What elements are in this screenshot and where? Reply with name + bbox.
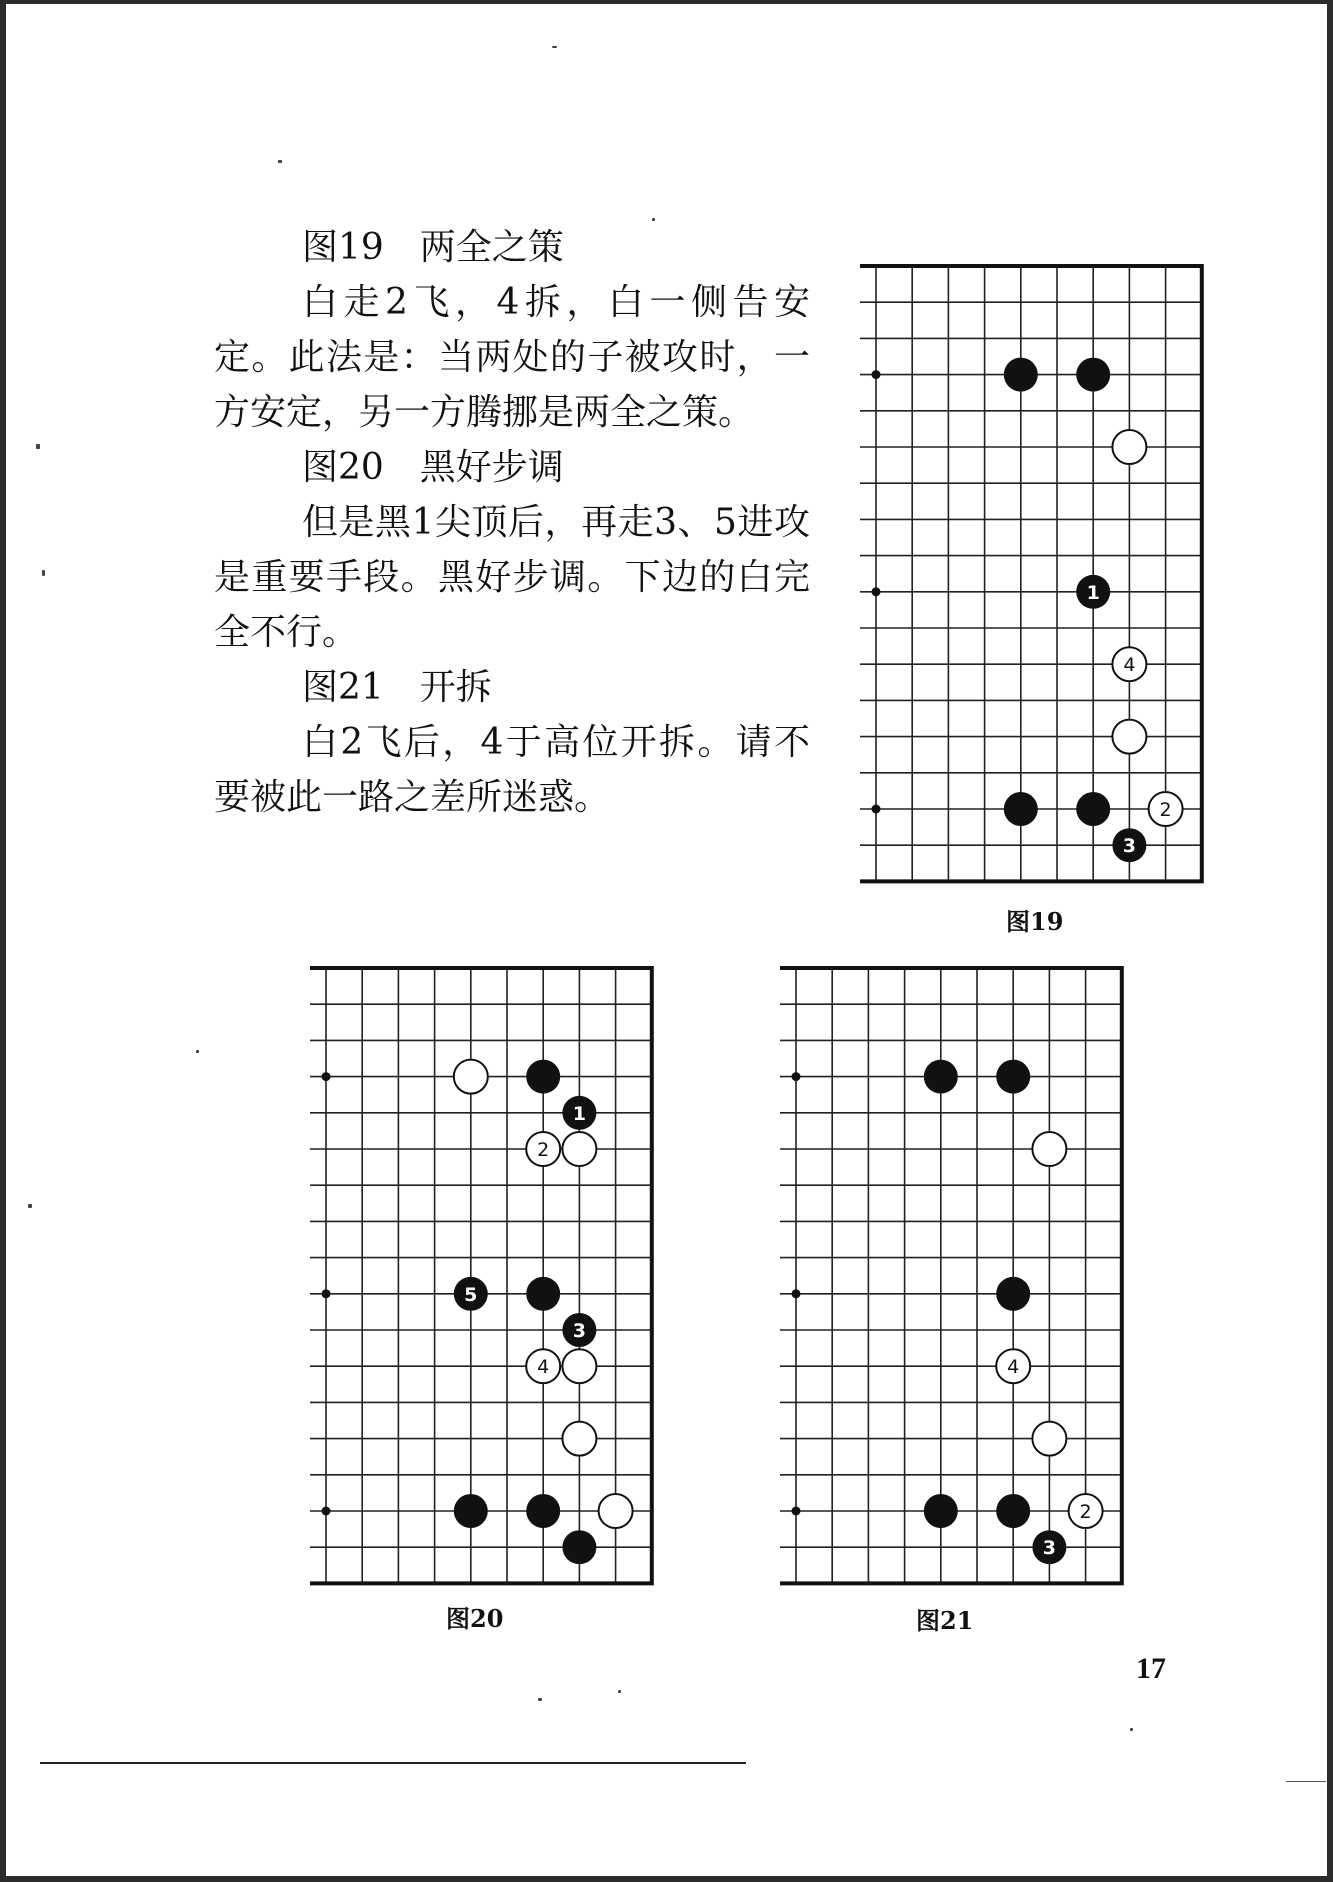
- star-point: [792, 1507, 801, 1516]
- go-board-fig19: [856, 254, 1216, 884]
- move-number: 2: [1079, 1501, 1092, 1523]
- white-stone: [562, 1422, 596, 1456]
- caption-fig20: 图20: [446, 1604, 504, 1633]
- white-stone: [1032, 1422, 1066, 1456]
- white-stone: [562, 1132, 596, 1166]
- print-speck: [652, 218, 655, 221]
- star-point: [322, 1289, 331, 1298]
- heading-fig21: 图21 开拆: [302, 667, 492, 708]
- black-stone: [454, 1494, 488, 1528]
- black-stone: [996, 1277, 1030, 1311]
- move-number: 2: [1159, 799, 1172, 821]
- move-number: 5: [464, 1283, 478, 1306]
- black-stone: [1004, 792, 1038, 826]
- print-speck: [28, 1204, 32, 1208]
- page-number: 17: [1136, 1652, 1166, 1685]
- white-stone: [1112, 430, 1146, 464]
- black-stone: [1004, 358, 1038, 392]
- white-stone: [454, 1060, 488, 1094]
- black-stone: [1076, 792, 1110, 826]
- black-stone: [996, 1060, 1030, 1094]
- white-stone: [599, 1494, 633, 1528]
- move-number: 3: [572, 1320, 587, 1342]
- paragraph-fig21: 白2飞后，4于高位开拆。请不要被此一路之差所迷惑。: [214, 722, 810, 818]
- star-point: [322, 1507, 331, 1516]
- white-stone: [562, 1349, 596, 1383]
- star-point: [872, 370, 881, 379]
- print-speck: [538, 1698, 542, 1701]
- print-speck: [42, 570, 45, 576]
- star-point: [792, 1072, 801, 1081]
- black-stone: [924, 1494, 958, 1528]
- caption-fig19: 图19: [1006, 907, 1064, 936]
- caption-fig21: 图21: [916, 1606, 974, 1635]
- black-stone: [562, 1530, 596, 1564]
- go-board-fig21: [776, 956, 1136, 1586]
- star-point: [792, 1289, 801, 1298]
- board-edge: [310, 968, 652, 1583]
- bottom-rule-short: [1286, 1781, 1326, 1782]
- black-stone: [526, 1277, 560, 1311]
- black-stone: [526, 1494, 560, 1528]
- move-number: 2: [537, 1139, 550, 1161]
- move-number: 4: [1007, 1356, 1020, 1379]
- move-number: 3: [1122, 835, 1137, 858]
- bottom-rule: [40, 1762, 746, 1764]
- black-stone: [996, 1494, 1030, 1528]
- board-edge: [780, 968, 1122, 1583]
- star-point: [872, 805, 881, 814]
- paragraph-fig19: 白走2飞，4拆，白一侧告安定。此法是：当两处的子被攻时，一方安定，另一方腾挪是两全之策。: [214, 282, 810, 433]
- paragraph-fig20: 但是黑1尖顶后，再走3、5进攻是重要手段。黑好步调。下边的白完全不行。: [214, 502, 810, 653]
- print-speck: [1130, 1728, 1133, 1731]
- board-edge: [860, 266, 1202, 881]
- heading-fig19: 图19 两全之策: [302, 227, 564, 268]
- print-speck: [278, 160, 282, 163]
- black-stone: [1076, 358, 1110, 392]
- print-speck: [618, 1690, 621, 1693]
- black-stone: [924, 1060, 958, 1094]
- print-speck: [552, 46, 557, 48]
- heading-fig20: 图20 黑好步调: [302, 447, 564, 488]
- star-point: [872, 587, 881, 596]
- move-number: 1: [572, 1102, 587, 1125]
- move-number: 3: [1042, 1537, 1057, 1560]
- book-page: [6, 4, 1327, 1876]
- star-point: [322, 1072, 331, 1081]
- white-stone: [1112, 720, 1146, 754]
- text-column: [214, 220, 810, 825]
- print-speck: [36, 444, 40, 449]
- move-number: 4: [537, 1356, 550, 1379]
- move-number: 4: [1123, 654, 1136, 677]
- white-stone: [1032, 1132, 1066, 1166]
- print-speck: [196, 1050, 199, 1053]
- black-stone: [526, 1060, 560, 1094]
- move-number: 1: [1086, 581, 1100, 604]
- go-board-fig20: [306, 956, 666, 1586]
